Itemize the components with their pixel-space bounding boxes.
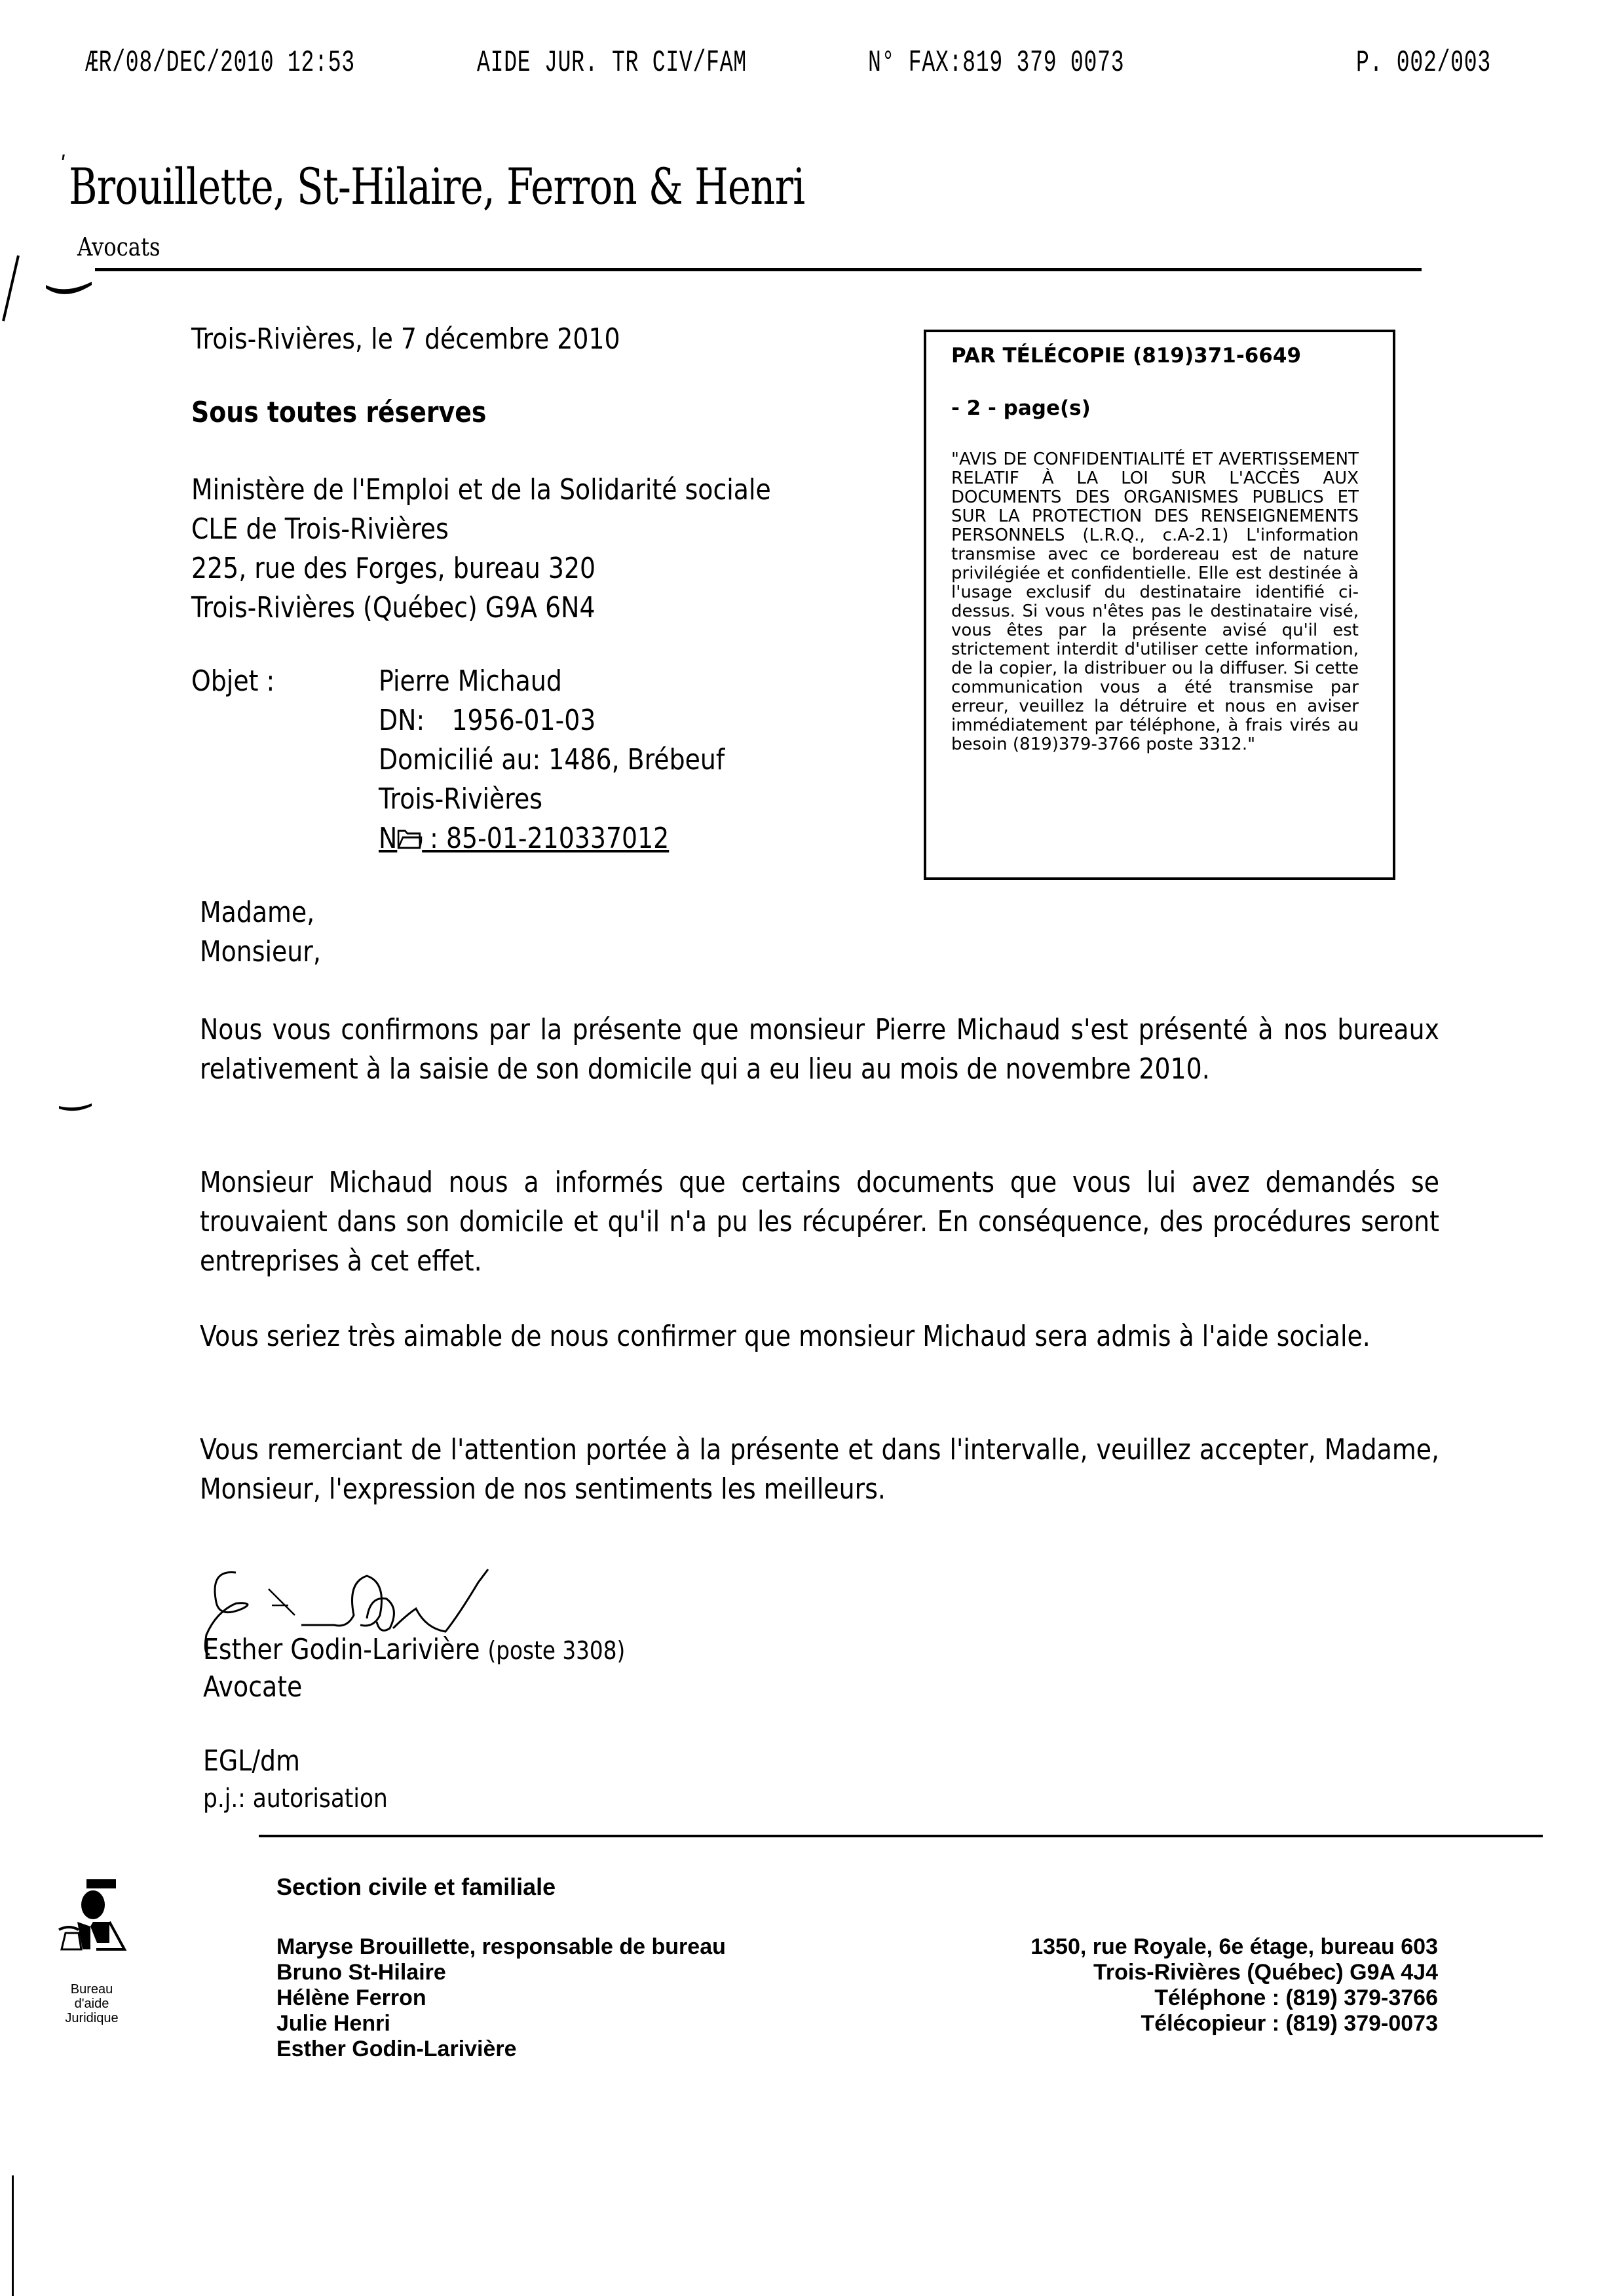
place-date: Trois-Rivières, le 7 décembre 2010 [191,322,620,356]
subject-address: Domicilié au: 1486, Brébeuf [379,743,725,776]
recipient-address [191,470,771,628]
footer-divider [259,1835,1543,1837]
staff-member: Esther Godin-Larivière [276,2037,517,2061]
subject-dn [379,701,725,740]
address-line: Télécopieur : (819) 379-0073 [1141,2011,1438,2036]
reference-initials: EGL/dm [203,1744,300,1778]
fax-cover-box [924,330,1395,880]
address-line: 1350, rue Royale, 6e étage, bureau 603 [1030,1934,1438,1959]
bureau-aide-juridique-logo [52,1877,131,1982]
file-label: N [379,822,398,855]
fax-sender: AIDE JUR. TR CIV/FAM [477,46,747,80]
signatory-line [203,1630,625,1670]
staff-member: Bruno St-Hilaire [276,1960,446,1985]
dn-label: DN: [379,704,425,737]
logo-caption-line: Bureau d'aide [70,1982,113,2011]
body-paragraph: Vous remerciant de l'attention portée à la présente et dans l'intervalle, veuillez accepter, Madame, Monsieur, l'expression de nos sentiments les meilleurs. [200,1433,1439,1506]
firm-subtitle: Avocats [77,233,161,261]
mention-sous-toutes-reserves: Sous toutes réserves [191,396,487,429]
salutation [200,893,321,972]
folder-icon [397,827,422,851]
address-line: Téléphone : (819) 379-3766 [1154,1985,1438,2010]
recipient-line: Ministère de l'Emploi et de la Solidarité sociale [191,473,771,507]
fax-box-title: PAR TÉLÉCOPIE (819)371-6649 [951,344,1302,368]
header-divider [95,268,1422,271]
subject-label: Objet : [191,664,275,698]
staff-member: Maryse Brouillette, responsable de bureau [276,1934,726,1959]
staff-member: Hélène Ferron [276,1985,426,2010]
tick-mark: ʹ [60,152,67,178]
footer-address [917,1934,1438,2037]
salutation-line: Monsieur, [200,935,321,968]
fax-box-pages: - 2 - page(s) [951,396,1091,420]
recipient-line: CLE de Trois-Rivières [191,512,449,546]
signatory-name: Esther Godin-Larivière [203,1633,480,1666]
subject-city: Trois-Rivières [379,782,543,816]
staff-member: Julie Henri [276,2011,390,2036]
file-number: : 85-01-210337012 [422,822,670,855]
signatory-extension: (poste 3308) [487,1636,626,1665]
signatory-title: Avocate [203,1670,303,1704]
margin-mark-icon [0,252,98,324]
footer-section-title: Section civile et familiale [276,1873,556,1900]
firm-name: Brouillette, St-Hilaire, Ferron & Henri [69,157,805,216]
enclosure: p.j.: autorisation [203,1784,388,1814]
scan-edge-mark [12,2175,14,2296]
body-paragraph: Vous seriez très aimable de nous confirmer que monsieur Michaud sera admis à l'aide sociale. [200,1320,1370,1353]
dn-value: 1956-01-03 [451,704,596,737]
recipient-line: Trois-Rivières (Québec) G9A 6N4 [191,591,595,624]
subject-name: Pierre Michaud [379,664,562,698]
body-paragraph: Nous vous confirmons par la présente que monsieur Pierre Michaud s'est présenté à nos bureaux relativement à la saisie de son domicile qui a eu lieu au mois de novembre 2010. [200,1013,1439,1086]
subject-file-number [379,819,725,858]
logo-caption-line: Juridique [65,2011,119,2025]
recipient-line: 225, rue des Forges, bureau 320 [191,552,596,585]
body-paragraph: Monsieur Michaud nous a informés que certains documents que vous lui avez demandés se trouvaient dans son domicile et qu'il n'a pu les récupérer. En conséquence, des procédures seront entreprises à cet effet. [200,1166,1439,1278]
address-line: Trois-Rivières (Québec) G9A 4J4 [1093,1960,1438,1985]
fax-number: N° FAX:819 379 0073 [868,46,1125,80]
subject-block [379,662,725,858]
footer-staff-list [276,1934,726,2062]
logo-caption [52,1982,131,2025]
salutation-line: Madame, [200,896,315,929]
fax-datetime: ÆR/08/DEC/2010 12:53 [85,46,355,80]
margin-mark-icon [56,1101,95,1114]
confidentiality-notice: "AVIS DE CONFIDENTIALITÉ ET AVERTISSEMENT RELATIF À LA LOI SUR L'ACCÈS AUX DOCUMENTS DES ORGANISMES PUBLICS ET SUR LA PROTECTION DES RENSEIGNEMENTS PERSONNELS (L.R.Q., c.A-2.1) L'information transmise avec ce bordereau est de nature privilégiée et confidentielle. Elle est destinée à l'usage exclusif du destinataire identifié ci-dessus. Si vous n'êtes pas le destinataire visé, vous êtes par la présente avisé qu'il est strictement interdit d'utiliser cette information, de la copier, la distribuer ou la diffuser. Si cette communication vous a été transmise par erreur, veuillez la détruire et nous en aviser immédiatement par téléphone, à frais virés au besoin (819)379-3766 poste 3312." [951,450,1359,754]
fax-page-count: P. 002/003 [1356,46,1491,80]
